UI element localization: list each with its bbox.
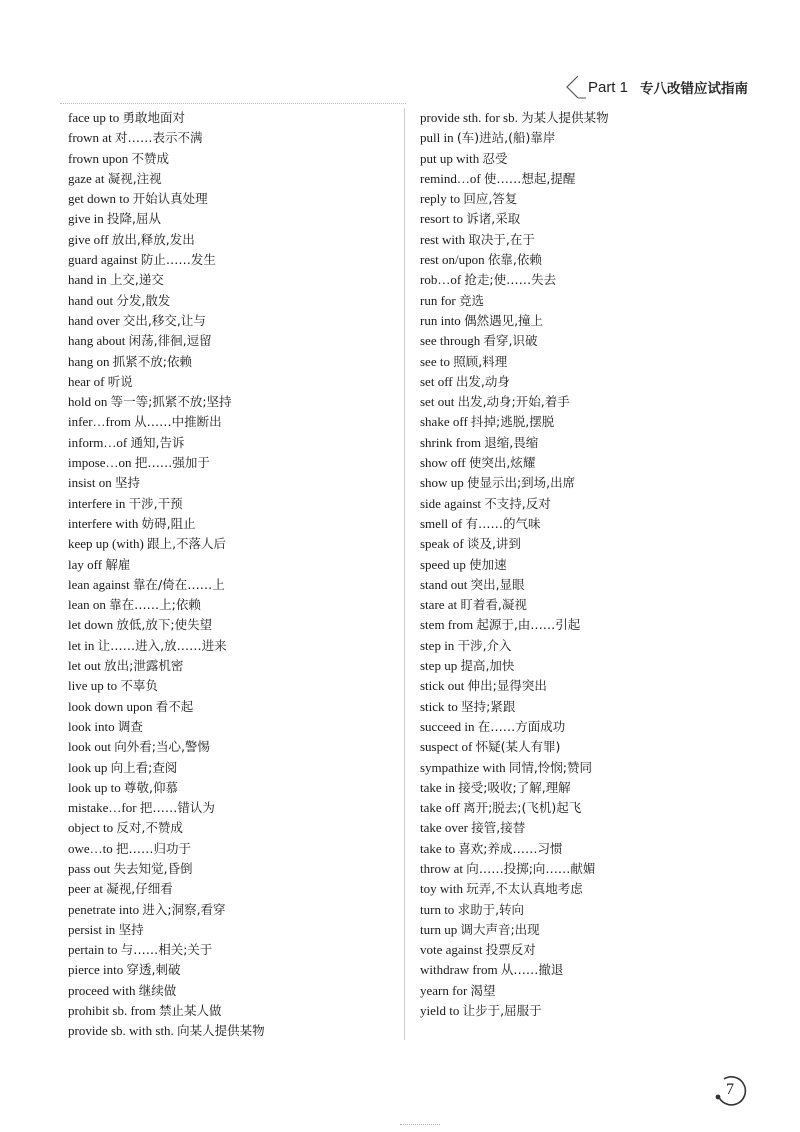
phrase-english: infer…from xyxy=(68,414,131,430)
phrase-entry xyxy=(420,981,750,1001)
phrase-chinese: 接管,接替 xyxy=(471,820,526,836)
part-label: Part 1 xyxy=(587,78,628,96)
phrase-english: remind…of xyxy=(420,170,481,186)
phrase-chinese: 坚持 xyxy=(114,475,140,491)
phrase-entry xyxy=(68,555,400,575)
phrase-english: stick out xyxy=(420,678,465,694)
phrase-entry xyxy=(68,270,400,290)
phrase-english: inform…of xyxy=(68,434,128,450)
phrase-english: provide sth. for sb. xyxy=(420,110,518,125)
phrase-chinese: 跟上,不落人后 xyxy=(147,536,227,552)
phrase-english: give in xyxy=(68,211,104,227)
phrase-chinese: 回应,答复 xyxy=(463,191,518,207)
phrase-entry xyxy=(68,250,400,270)
phrase-english: speak of xyxy=(420,536,464,552)
phrase-english: object to xyxy=(68,820,114,836)
phrase-entry xyxy=(420,230,750,250)
phrase-entry xyxy=(420,737,750,757)
phrase-entry xyxy=(420,534,750,554)
phrase-english: interfere in xyxy=(68,495,126,511)
phrase-entry xyxy=(420,453,750,473)
phrase-english: hold on xyxy=(68,394,108,410)
phrase-chinese: 出发,动身 xyxy=(455,373,510,389)
phrase-entry xyxy=(68,412,400,432)
phrase-english: lay off xyxy=(68,556,103,572)
phrase-entry xyxy=(68,676,400,696)
phrase-entry xyxy=(68,575,400,595)
phrase-entry xyxy=(420,169,750,189)
phrase-english: rest with xyxy=(420,231,466,247)
phrase-entry xyxy=(420,839,750,859)
phrase-chinese: 抓紧不放;依赖 xyxy=(112,353,192,369)
phrase-entry xyxy=(68,1001,400,1021)
phrase-chinese: 把……错认为 xyxy=(139,800,215,816)
phrase-entry xyxy=(68,372,400,392)
phrase-entry xyxy=(68,108,400,128)
phrase-chinese: 闲荡,徘徊,逗留 xyxy=(128,333,212,349)
phrase-entry xyxy=(68,717,400,737)
phrase-english: prohibit sb. from xyxy=(68,1003,156,1019)
phrase-chinese: 坚持 xyxy=(118,921,144,937)
phrase-entry xyxy=(68,879,400,899)
phrase-english: turn up xyxy=(420,921,458,937)
phrase-chinese: 放低,放下;使失望 xyxy=(116,617,213,633)
phrase-entry xyxy=(420,352,750,372)
page-header xyxy=(564,74,748,100)
page-number-badge xyxy=(712,1073,748,1109)
phrase-english: hear of xyxy=(68,373,105,389)
phrase-entry xyxy=(68,128,400,148)
phrase-english: lean against xyxy=(68,576,130,592)
phrase-entry xyxy=(68,636,400,656)
phrase-entry xyxy=(420,595,750,615)
phrase-chinese: 看穿,识破 xyxy=(483,333,538,349)
phrase-entry xyxy=(420,960,750,980)
phrase-english: keep up (with) xyxy=(68,536,144,552)
phrase-entry xyxy=(68,920,400,940)
phrase-english: look into xyxy=(68,718,115,734)
phrase-entry xyxy=(68,311,400,331)
phrase-entry xyxy=(68,291,400,311)
phrase-english: throw at xyxy=(420,860,463,876)
phrase-english: turn to xyxy=(420,901,455,917)
phrase-chinese: 把……归功于 xyxy=(116,840,192,856)
phrase-chinese: 在……方面成功 xyxy=(477,718,566,734)
phrase-english: impose…on xyxy=(68,455,132,471)
phrase-chinese: 向外看;当心,警惕 xyxy=(114,739,210,755)
phrase-chinese: 抢走;使……失去 xyxy=(464,272,557,288)
phrase-chinese: 通知,告诉 xyxy=(130,434,185,450)
phrase-chinese: 反对,不赞成 xyxy=(116,820,183,836)
phrase-entry xyxy=(420,311,750,331)
phrase-entry xyxy=(420,575,750,595)
phrase-english: take in xyxy=(420,779,456,795)
phrase-entry xyxy=(420,859,750,879)
top-rule xyxy=(60,103,406,104)
phrase-entry xyxy=(68,494,400,514)
phrase-entry xyxy=(420,433,750,453)
phrase-english: insist on xyxy=(68,475,112,491)
phrase-english: pull in xyxy=(420,130,454,146)
phrase-english: owe…to xyxy=(68,840,113,856)
phrase-entry xyxy=(68,392,400,412)
phrase-english: frown upon xyxy=(68,150,129,166)
phrase-chinese: 渴望 xyxy=(470,982,496,998)
phrase-chinese: 让……进入,放……进来 xyxy=(97,637,227,653)
phrase-english: see through xyxy=(420,333,481,349)
phrase-entry xyxy=(68,595,400,615)
phrase-chinese: 求助于,转向 xyxy=(457,901,525,917)
phrase-english: interfere with xyxy=(68,515,139,531)
phrase-entry xyxy=(420,128,750,148)
phrase-english: step in xyxy=(420,637,455,653)
phrase-entry xyxy=(420,758,750,778)
phrase-entry xyxy=(68,473,400,493)
phrase-entry xyxy=(420,717,750,737)
phrase-chinese: 尊敬,仰慕 xyxy=(123,779,178,795)
phrase-english: look down upon xyxy=(68,698,153,714)
right-column xyxy=(420,108,750,1021)
phrase-english: stand out xyxy=(420,576,468,592)
phrase-english: stick to xyxy=(420,698,458,714)
phrase-entry xyxy=(68,331,400,351)
phrase-chinese: 凝视,仔细看 xyxy=(106,881,173,897)
phrase-chinese: 妨碍,阻止 xyxy=(141,515,196,531)
phrase-chinese: 有……的气味 xyxy=(465,515,541,531)
phrase-entry xyxy=(420,697,750,717)
phrase-english: hand in xyxy=(68,272,107,288)
phrase-entry xyxy=(68,1021,400,1041)
phrase-chinese: 靠在/倚在……上 xyxy=(132,576,225,592)
phrase-entry xyxy=(420,818,750,838)
phrase-chinese: 解雇 xyxy=(105,556,131,572)
phrase-chinese: 离开;脱去;(飞机)起飞 xyxy=(463,800,582,816)
phrase-chinese: 接受;吸收;了解,理解 xyxy=(458,779,571,795)
phrase-english: frown at xyxy=(68,130,112,146)
phrase-entry xyxy=(68,534,400,554)
phrase-entry xyxy=(420,494,750,514)
phrase-english: step up xyxy=(420,658,458,674)
phrase-english: stare at xyxy=(420,597,458,613)
phrase-english: lean on xyxy=(68,597,106,613)
phrase-english: succeed in xyxy=(420,718,475,734)
phrase-english: take over xyxy=(420,820,469,836)
phrase-chinese: 使突出,炫耀 xyxy=(468,455,536,471)
phrase-chinese: 让步于,屈服于 xyxy=(462,1003,542,1019)
phrase-english: look up to xyxy=(68,779,121,795)
left-column xyxy=(68,108,400,1042)
phrase-english: toy with xyxy=(420,881,463,897)
phrase-english: look out xyxy=(68,739,111,755)
phrase-english: sympathize with xyxy=(420,759,506,775)
phrase-chinese: 防止……发生 xyxy=(140,252,216,268)
phrase-chinese: 听说 xyxy=(107,373,133,389)
phrase-english: mistake…for xyxy=(68,800,137,816)
phrase-entry xyxy=(68,940,400,960)
phrase-english: shake off xyxy=(420,414,468,430)
phrase-entry xyxy=(68,737,400,757)
phrase-entry xyxy=(420,250,750,270)
phrase-chinese: 出发,动身;开始,着手 xyxy=(457,394,570,410)
phrase-entry xyxy=(420,270,750,290)
phrase-english: hand out xyxy=(68,292,114,308)
phrase-entry xyxy=(420,636,750,656)
phrase-chinese: 从……撤退 xyxy=(500,962,564,978)
phrase-english: rob…of xyxy=(420,272,462,288)
phrase-entry xyxy=(68,209,400,229)
phrase-chinese: 放出;泄露机密 xyxy=(104,658,184,674)
phrase-chinese: 调查 xyxy=(117,718,143,734)
phrase-chinese: 退缩,畏缩 xyxy=(484,434,539,450)
phrase-entry xyxy=(420,1001,750,1021)
phrase-entry xyxy=(68,981,400,1001)
phrase-entry xyxy=(420,473,750,493)
phrase-chinese: 靠在……上;依赖 xyxy=(109,597,201,613)
bottom-mark xyxy=(400,1124,440,1125)
phrase-english: hand over xyxy=(68,312,120,328)
phrase-chinese: 忍受 xyxy=(482,150,508,166)
phrase-entry xyxy=(420,940,750,960)
phrase-chinese: 继续做 xyxy=(138,982,177,998)
phrase-chinese: 伸出;显得突出 xyxy=(467,678,547,694)
phrase-entry xyxy=(68,514,400,534)
phrase-english: hang about xyxy=(68,333,126,349)
phrase-entry xyxy=(68,433,400,453)
phrase-chinese: 开始认真处理 xyxy=(132,191,208,207)
phrase-chinese: (车)进站,(船)靠岸 xyxy=(456,130,556,146)
phrase-chinese: 放出,释放,发出 xyxy=(111,231,195,247)
phrase-chinese: 投票反对 xyxy=(485,942,536,958)
phrase-chinese: 分发,散发 xyxy=(116,292,171,308)
phrase-english: penetrate into xyxy=(68,901,140,917)
phrase-entry xyxy=(68,778,400,798)
phrase-entry xyxy=(68,352,400,372)
phrase-entry xyxy=(68,859,400,879)
phrase-chinese: 向某人提供某物 xyxy=(177,1023,265,1039)
phrase-chinese: 谈及,讲到 xyxy=(466,536,521,552)
phrase-chinese: 进入;洞察,看穿 xyxy=(142,901,226,917)
phrase-entry xyxy=(420,189,750,209)
phrase-entry xyxy=(420,676,750,696)
phrase-entry xyxy=(420,392,750,412)
phrase-entry xyxy=(420,331,750,351)
phrase-entry xyxy=(420,900,750,920)
phrase-english: set out xyxy=(420,394,455,410)
phrase-chinese: 干涉,干预 xyxy=(128,495,183,511)
phrase-english: provide sb. with sth. xyxy=(68,1023,174,1039)
phrase-english: stem from xyxy=(420,617,474,633)
phrase-chinese: 交出,移交,让与 xyxy=(122,312,206,328)
phrase-english: yearn for xyxy=(420,982,468,998)
phrase-english: put up with xyxy=(420,150,480,166)
column-divider xyxy=(404,108,405,1040)
phrase-english: persist in xyxy=(68,921,116,937)
phrase-entry xyxy=(68,189,400,209)
phrase-entry xyxy=(420,372,750,392)
phrase-entry xyxy=(68,656,400,676)
phrase-chinese: 诉诸,采取 xyxy=(466,211,521,227)
phrase-entry xyxy=(68,149,400,169)
phrase-chinese: 提高,加快 xyxy=(460,658,515,674)
phrase-chinese: 对……表示不满 xyxy=(114,130,203,146)
phrase-entry xyxy=(68,615,400,635)
phrase-entry xyxy=(420,798,750,818)
phrase-chinese: 禁止某人做 xyxy=(159,1003,222,1019)
phrase-english: face up to xyxy=(68,110,120,125)
phrase-english: let out xyxy=(68,658,101,674)
phrase-chinese: 把……强加于 xyxy=(134,455,210,471)
phrase-entry xyxy=(420,656,750,676)
page-title: 专八改错应试指南 xyxy=(640,81,748,97)
phrase-english: give off xyxy=(68,231,109,247)
phrase-english: run into xyxy=(420,312,461,328)
phrase-chinese: 上交,递交 xyxy=(109,272,164,288)
phrase-chinese: 勇敢地面对 xyxy=(122,110,186,125)
phrase-english: set off xyxy=(420,373,453,389)
phrase-chinese: 起源于,由……引起 xyxy=(476,617,581,633)
phrase-chinese: 失去知觉,昏倒 xyxy=(113,860,193,876)
phrase-chinese: 同情,怜悯;赞同 xyxy=(508,759,593,775)
phrase-english: withdraw from xyxy=(420,962,498,978)
phrase-entry xyxy=(68,960,400,980)
phrase-entry xyxy=(420,514,750,534)
phrase-english: pass out xyxy=(68,860,111,876)
phrase-entry xyxy=(420,778,750,798)
phrase-english: let in xyxy=(68,637,95,653)
phrase-chinese: 投降,屈从 xyxy=(107,211,161,227)
phrase-english: proceed with xyxy=(68,982,136,998)
phrase-entry xyxy=(420,879,750,899)
phrase-chinese: 干涉,介入 xyxy=(457,637,512,653)
phrase-english: get down to xyxy=(68,191,130,207)
phrase-english: run for xyxy=(420,292,456,308)
phrase-english: hang on xyxy=(68,353,110,369)
phrase-chinese: 不支持,反对 xyxy=(484,495,551,511)
phrase-chinese: 抖掉;逃脱,摆脱 xyxy=(471,414,555,430)
phrase-english: let down xyxy=(68,617,114,633)
phrase-chinese: 竞选 xyxy=(459,292,485,308)
phrase-chinese: 依靠,依赖 xyxy=(487,252,542,268)
phrase-chinese: 等一等;抓紧不放;坚持 xyxy=(110,394,232,410)
phrase-chinese: 与……相关;关于 xyxy=(120,942,213,958)
phrase-english: suspect of xyxy=(420,739,473,755)
phrase-chinese: 喜欢;养成……习惯 xyxy=(458,840,563,856)
phrase-chinese: 突出,显眼 xyxy=(470,576,525,592)
chevron-left-icon xyxy=(564,74,586,100)
phrase-chinese: 穿透,刺破 xyxy=(126,962,181,978)
phrase-english: look up xyxy=(68,759,108,775)
phrase-english: pierce into xyxy=(68,962,124,978)
phrase-entry xyxy=(420,209,750,229)
page-number: 7 xyxy=(726,1081,734,1098)
phrase-chinese: 照顾,料理 xyxy=(453,353,508,369)
phrase-chinese: 看不起 xyxy=(155,698,194,714)
phrase-entry xyxy=(68,900,400,920)
phrase-english: take off xyxy=(420,800,460,816)
phrase-english: yield to xyxy=(420,1003,460,1019)
phrase-entry xyxy=(420,149,750,169)
phrase-entry xyxy=(68,839,400,859)
phrase-chinese: 调大声音;出现 xyxy=(460,921,540,937)
phrase-chinese: 盯着看,凝视 xyxy=(460,597,527,613)
phrase-entry xyxy=(68,758,400,778)
phrase-english: side against xyxy=(420,495,482,511)
phrase-english: take to xyxy=(420,840,456,856)
phrase-english: show up xyxy=(420,475,464,491)
phrase-entry xyxy=(420,108,750,128)
phrase-entry xyxy=(68,697,400,717)
phrase-entry xyxy=(68,169,400,189)
phrase-english: peer at xyxy=(68,881,104,897)
phrase-english: shrink from xyxy=(420,434,482,450)
phrase-chinese: 向上看;查阅 xyxy=(110,759,178,775)
phrase-english: show off xyxy=(420,455,466,471)
phrase-english: rest on/upon xyxy=(420,252,485,268)
phrase-entry xyxy=(68,230,400,250)
phrase-chinese: 偶然遇见,撞上 xyxy=(464,312,544,328)
phrase-english: see to xyxy=(420,353,450,369)
phrase-chinese: 使……想起,提醒 xyxy=(483,170,576,186)
phrase-entry xyxy=(420,920,750,940)
phrase-entry xyxy=(420,291,750,311)
phrase-chinese: 怀疑(某人有罪) xyxy=(475,739,561,755)
phrase-entry xyxy=(420,412,750,432)
phrase-chinese: 不赞成 xyxy=(131,150,170,166)
phrase-english: pertain to xyxy=(68,942,118,958)
phrase-english: live up to xyxy=(68,678,118,694)
phrase-english: resort to xyxy=(420,211,463,227)
phrase-english: speed up xyxy=(420,556,466,572)
phrase-entry xyxy=(68,453,400,473)
phrase-entry xyxy=(420,615,750,635)
phrase-entry xyxy=(420,555,750,575)
phrase-chinese: 使加速 xyxy=(469,556,507,572)
phrase-chinese: 坚持;紧跟 xyxy=(461,698,516,714)
phrase-entry xyxy=(68,818,400,838)
phrase-english: guard against xyxy=(68,252,138,268)
phrase-english: reply to xyxy=(420,191,461,207)
phrase-chinese: 从……中推断出 xyxy=(134,414,222,430)
phrase-chinese: 不辜负 xyxy=(120,678,158,694)
phrase-chinese: 使显示出;到场,出席 xyxy=(466,475,576,491)
phrase-chinese: 为某人提供某物 xyxy=(521,110,609,125)
phrase-chinese: 凝视,注视 xyxy=(107,170,162,186)
phrase-english: vote against xyxy=(420,942,483,958)
phrase-english: gaze at xyxy=(68,170,105,186)
phrase-chinese: 向……投掷;向……献媚 xyxy=(466,860,596,876)
phrase-entry xyxy=(68,798,400,818)
phrase-english: smell of xyxy=(420,515,463,531)
phrase-chinese: 玩弄,不太认真地考虑 xyxy=(466,881,583,897)
phrase-chinese: 取决于,在于 xyxy=(468,231,535,247)
